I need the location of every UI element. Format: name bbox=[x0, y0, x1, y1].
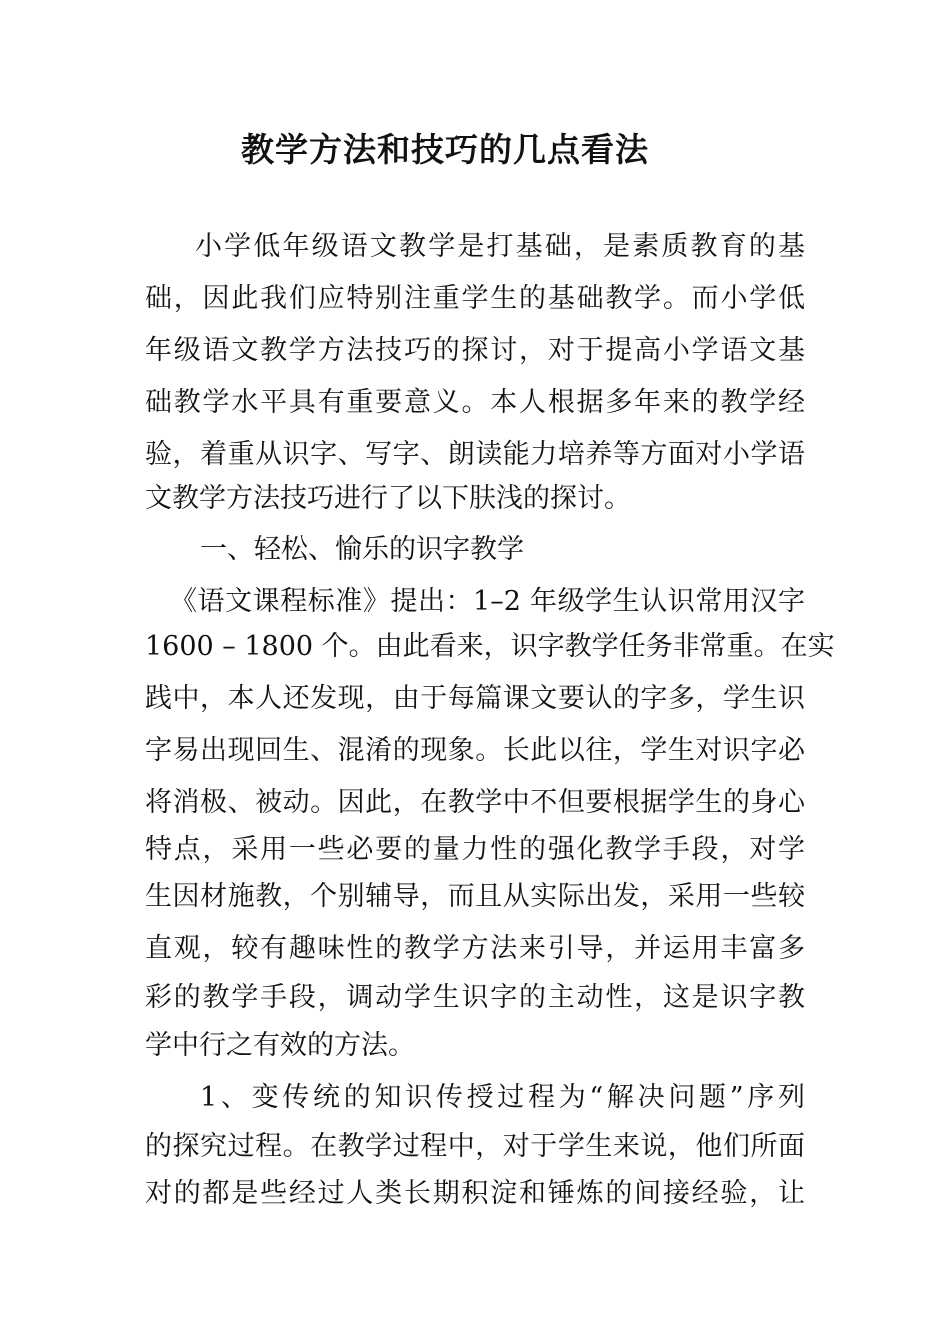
paragraph-line: 特点，采用一些必要的量力性的强化教学手段，对学 bbox=[145, 834, 805, 865]
paragraph-line: 的探究过程。在教学过程中，对于学生来说，他们所面 bbox=[145, 1131, 805, 1162]
paragraph-line: 文教学方法技巧进行了以下肤浅的探讨。 bbox=[145, 483, 631, 514]
paragraph-line: 践中，本人还发现，由于每篇课文要认的字多，学生识 bbox=[145, 683, 805, 714]
paragraph-line: 础教学水平具有重要意义。本人根据多年来的教学经 bbox=[145, 387, 805, 418]
paragraph-line: 直观，较有趣味性的教学方法来引导，并运用丰富多 bbox=[145, 933, 805, 964]
paragraph-line: 字易出现回生、混淆的现象。长此以往，学生对识字必 bbox=[145, 735, 805, 766]
paragraph-line: 础，因此我们应特别注重学生的基础教学。而小学低 bbox=[145, 283, 805, 314]
paragraph-line: 生因材施教，个别辅导，而且从实际出发，采用一些较 bbox=[145, 881, 805, 912]
paragraph-line: 《语文课程标准》提出：1–2 年级学生认识常用汉字 bbox=[170, 586, 805, 617]
document-title: 教学方法和技巧的几点看法 bbox=[241, 130, 649, 169]
paragraph-line: 彩的教学手段，调动学生识字的主动性，这是识字教 bbox=[145, 982, 805, 1013]
paragraph-line: 对的都是些经过人类长期积淀和锤炼的间接经验，让 bbox=[145, 1178, 805, 1209]
paragraph-line: 小学低年级语文教学是打基础，是素质教育的基 bbox=[195, 231, 805, 262]
paragraph-line: 1600 – 1800 个。由此看来，识字教学任务非常重。在实 bbox=[145, 631, 835, 662]
paragraph-line: 1、变传统的知识传授过程为“解决问题”序列 bbox=[200, 1082, 805, 1113]
section-heading: 一、轻松、愉乐的识字教学 bbox=[200, 534, 524, 565]
paragraph-line: 验，着重从识字、写字、朗读能力培养等方面对小学语 bbox=[145, 439, 805, 470]
paragraph-line: 将消极、被动。因此，在教学中不但要根据学生的身心 bbox=[145, 787, 805, 818]
paragraph-line: 年级语文教学方法技巧的探讨，对于提高小学语文基 bbox=[145, 335, 805, 366]
paragraph-line: 学中行之有效的方法。 bbox=[145, 1030, 415, 1061]
